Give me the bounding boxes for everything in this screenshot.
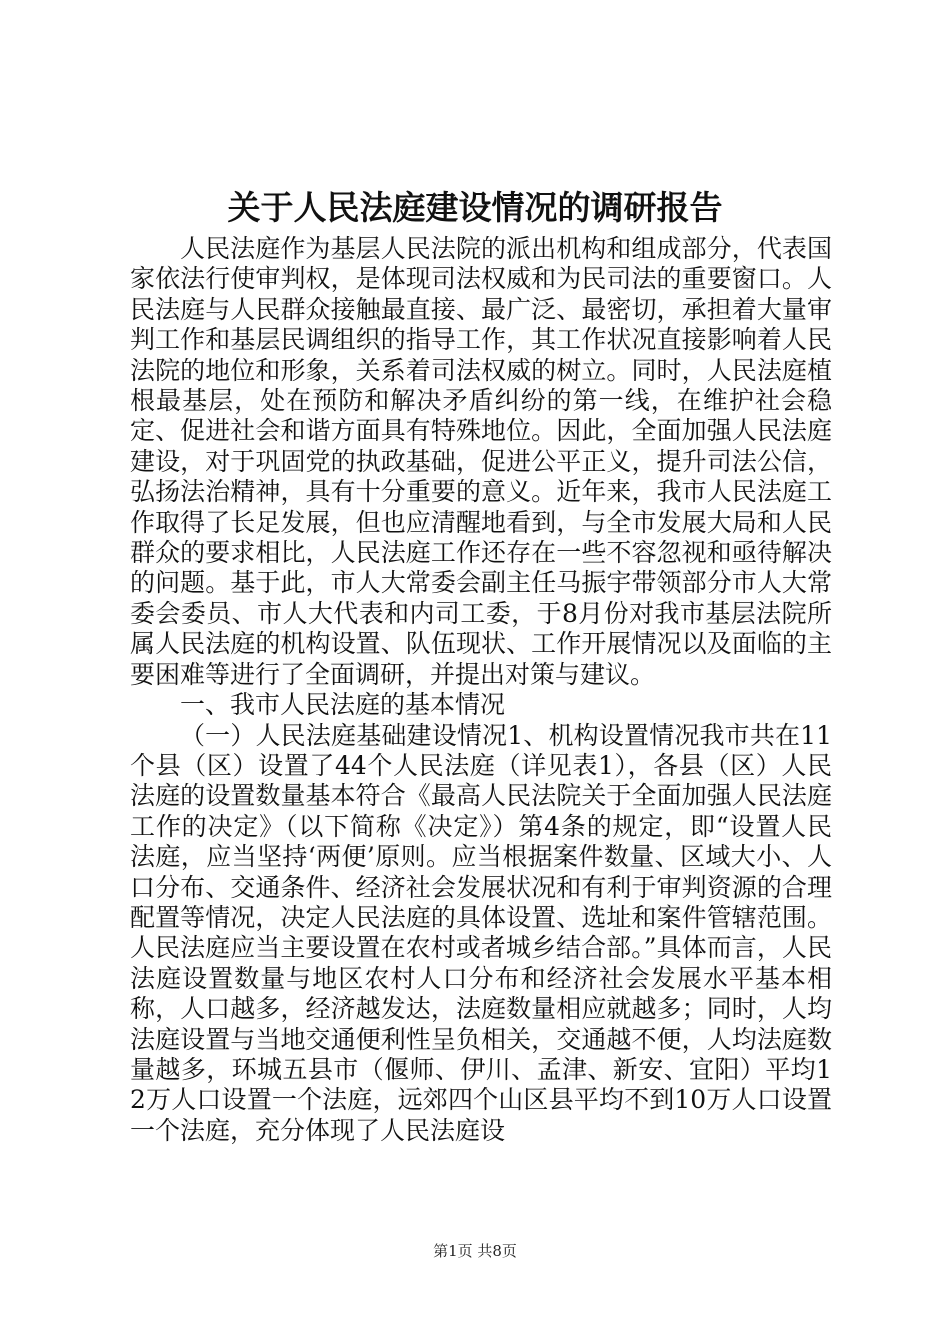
document-title: 关于人民法庭建设情况的调研报告 [227,188,723,227]
document-body [130,234,832,1146]
intro-paragraph: 人民法庭作为基层人民法院的派出机构和组成部分，代表国家依法行使审判权，是体现司法权威和为民司法的重要窗口。人民法庭与人民群众接触最直接、最广泛、最密切，承担着大量审判工作和基层民调组织的指导工作，其工作状况直接影响着人民法院的地位和形象，关系着司法权威的树立。同时，人民法庭植根最基层，处在预防和解决矛盾纠纷的第一线，在维护社会稳定、促进社会和谐方面具有特殊地位。因此，全面加强人民法庭建设，对于巩固党的执政基础，促进公平正义，提升司法公信，弘扬法治精神，具有十分重要的意义。近年来，我市人民法庭工作取得了长足发展，但也应清醒地看到，与全市发展大局和人民群众的要求相比，人民法庭工作还存在一些不容忽视和亟待解决的问题。基于此，市人大常委会副主任马振宇带领部分市人大常委会委员、市人大代表和内司工委，于8月份对我市基层法院所属人民法庭的机构设置、队伍现状、工作开展情况以及面临的主要困难等进行了全面调研，并提出对策与建议。 [130,234,832,689]
page-footer: 第1页 共8页 [433,1242,517,1260]
section-heading: 一、我市人民法庭的基本情况 [180,690,506,720]
section-paragraph: （一）人民法庭基础建设情况1、机构设置情况我市共在11个县（区）设置了44个人民法庭（详见表1），各县（区）人民法庭的设置数量基本符合《最高人民法院关于全面加强人民法庭工作的决定》（以下简称《决定》）第4条的规定，即“设置人民法庭，应当坚持‘两便’原则。应当根据案件数量、区域大小、人口分布、交通条件、经济社会发展状况和有利于审判资源的合理配置等情况，决定人民法庭的具体设置、选址和案件管辖范围。人民法庭应当主要设置在农村或者城乡结合部。”具体而言，人民法庭设置数量与地区农村人口分布和经济社会发展水平基本相称，人口越多，经济越发达，法庭数量相应就越多；同时，人均法庭设置与当地交通便利性呈负相关，交通越不便，人均法庭数量越多，环城五县市（偃师、伊川、孟津、新安、宜阳）平均12万人口设置一个法庭，远郊四个山区县平均不到10万人口设置一个法庭，充分体现了人民法庭设 [130,720,832,1145]
